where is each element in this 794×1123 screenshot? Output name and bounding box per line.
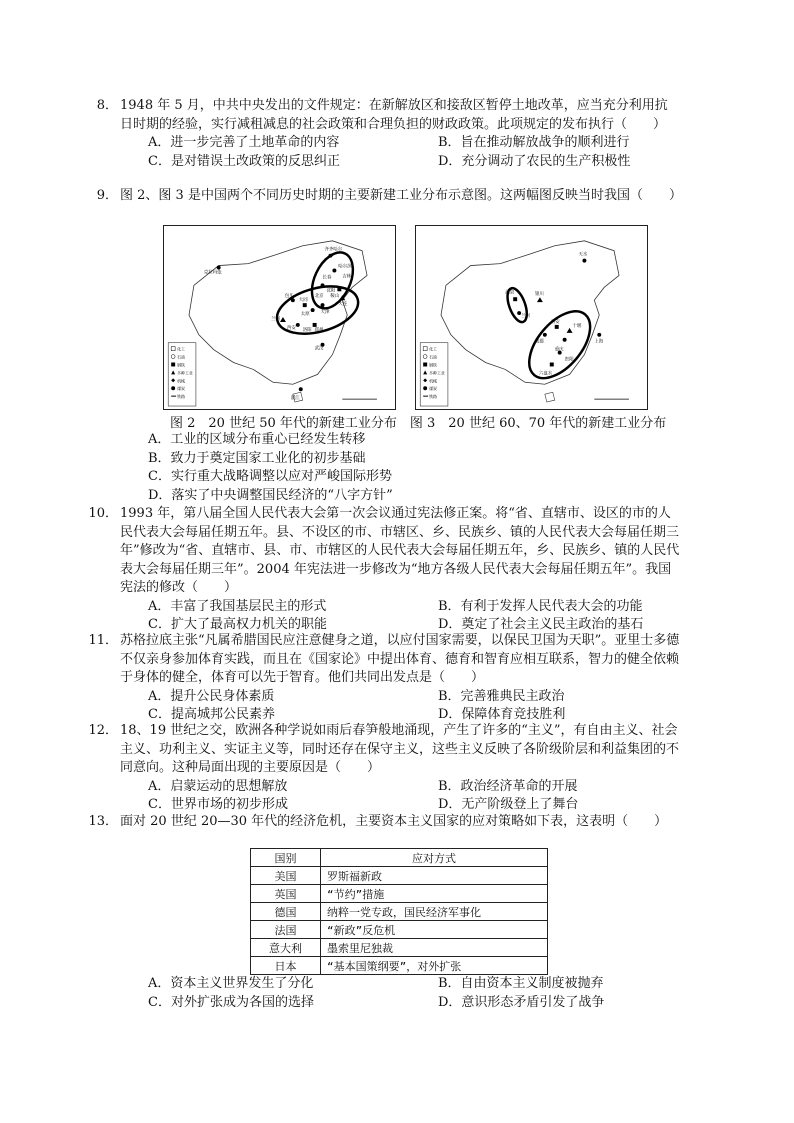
map2-label: 兰州	[521, 314, 530, 320]
question-number: 11．	[88, 633, 118, 648]
option-d[interactable]: D．奠定了社会主义民主政治的基石	[438, 617, 644, 632]
table-cell: 法国	[251, 921, 321, 939]
map2-label: 西安	[550, 319, 560, 325]
legend-item: 石油	[429, 354, 437, 360]
question-stem: 面对 20 世纪 20—30 年代的经济危机，主要资本主义国家的应对策略如下表，这表明（ ）	[120, 814, 668, 829]
legend-item: 多种工业	[177, 370, 193, 376]
map1-label: 西安	[286, 325, 296, 331]
table-row	[251, 885, 548, 903]
map2-label: 十堰	[572, 323, 582, 329]
question-stem: 1993 年，第八届全国人民代表大会第一次会议通过宪法修正案。将“省、直辖市、设区的市的人民代表大会每届任期五年。县、不设区的市、市辖区、乡、民族乡、镇的人民代表大会每届任期三年”修改为“省、直辖市、县、市、市辖区的人民代表大会每届任期五年，乡、民族乡、镇的人民代表大会每届任期三年”。2004 年宪法进一步修改为“地方各级人民代表大会每届任期五年”。我国宪法的修改（ ）	[120, 506, 680, 595]
map-1960s-1970s	[415, 225, 648, 410]
question-stem: 18、19 世纪之交，欧洲各种学说如雨后春笋般地涌现，产生了许多的“主义”，有自由主义、社会主义、功利主义、实证主义等，同时还存在保守主义，这些主义反映了各阶级阶层和利益集团的不同意向。这种局面出现的主要原因是（ ）	[120, 723, 680, 775]
map1-label: 郑州	[314, 327, 324, 333]
map2-label: 银川	[534, 292, 544, 298]
map1-label: 武汉	[314, 346, 324, 352]
option-d[interactable]: D．落实了中央调整国民经济的“八字方针”	[148, 487, 393, 503]
table-cell: 德国	[251, 903, 321, 921]
table-cell: 日本	[251, 957, 321, 975]
map2-label: 贵阳	[564, 357, 574, 363]
table-cell: 美国	[251, 867, 321, 885]
table-header-cell: 国别	[251, 849, 321, 867]
option-b[interactable]: B．旨在推动解放战争的顺利进行	[438, 135, 630, 150]
option-a[interactable]: A．提升公民身体素质	[148, 688, 275, 704]
option-c[interactable]: C．实行重大战略调整以应对严峻国际形势	[148, 469, 392, 484]
question-8	[96, 97, 680, 171]
option-d[interactable]: D．无产阶级登上了舞台	[438, 797, 579, 812]
table-cell: 英国	[251, 885, 321, 903]
map1-label: 北京	[314, 294, 324, 300]
option-b[interactable]: B．完善雅典民主政治	[438, 688, 565, 704]
legend-item: 化工	[429, 346, 437, 352]
legend-item: 机械	[429, 378, 437, 384]
table-cell: “节约”措施	[321, 885, 548, 903]
table-row	[251, 903, 548, 921]
question-stem: 苏格拉底主张“凡属希腊国民应注意健身之道，以应付国家需要，以保民卫国为天职”。亚里士多德不仅亲身参加体育实践，而且在《国家论》中提出体育、德育和智育应相互联系，智力的健全依赖于身体的健全，体育可以先于智育。他们共同出发点是（ ）	[120, 633, 680, 685]
table-cell: “基本国策纲要”，对外扩张	[321, 957, 548, 975]
option-d[interactable]: D．意识形态矛盾引发了战争	[438, 994, 605, 1010]
legend-item: 石油	[177, 354, 185, 360]
table-row	[251, 957, 548, 975]
option-c[interactable]: C．对外扩张成为各国的选择	[148, 994, 314, 1010]
table-header-cell: 应对方式	[321, 849, 548, 867]
industry-maps-figure	[163, 225, 648, 410]
table-row	[251, 939, 548, 957]
map2-label: 重庆	[554, 347, 564, 353]
question-12	[88, 722, 680, 815]
table-header-row	[251, 849, 548, 867]
option-a[interactable]: A．丰富了我国基层民主的形式	[148, 598, 327, 614]
map1-label: 沈阳	[326, 288, 336, 294]
option-b[interactable]: B．有利于发挥人民代表大会的功能	[438, 598, 643, 614]
option-a[interactable]: A．资本主义世界发生了分化	[148, 976, 314, 991]
table-cell: 意大利	[251, 939, 321, 957]
map1-label: 齐齐哈尔	[324, 247, 343, 253]
map2-label: 成都	[534, 339, 544, 345]
option-b[interactable]: B．政治经济革命的开展	[438, 778, 578, 794]
option-c[interactable]: C．提高城邦公民素养	[148, 707, 275, 722]
table-row	[251, 921, 548, 939]
map2-label: 酒泉	[505, 290, 515, 296]
option-b[interactable]: B．自由资本主义制度被抛弃	[438, 976, 604, 991]
map1-label: 太原	[300, 312, 310, 318]
option-d[interactable]: D．充分调动了农民的生产积极性	[438, 153, 631, 169]
table-cell: 纳粹一党专政，国民经济军事化	[321, 903, 548, 921]
question-number: 8．	[96, 98, 118, 113]
option-a[interactable]: A．工业的区域分布重心已经发生转移	[148, 432, 366, 447]
map1-label: 包头	[284, 294, 294, 300]
question-13	[88, 813, 680, 832]
question-9-options	[120, 431, 680, 505]
option-c[interactable]: C．是对错误土改政策的反思纠正	[148, 153, 340, 169]
table-cell: 墨索里尼独裁	[321, 939, 548, 957]
question-number: 10．	[88, 506, 118, 521]
option-b[interactable]: B．致力于奠定国家工业化的初步基础	[148, 450, 366, 466]
question-number: 12．	[88, 723, 118, 738]
map1-label: 吉林	[342, 274, 352, 280]
legend-item: 铁路	[177, 394, 185, 400]
legend-item: 机械	[177, 378, 185, 384]
figure-caption: 图 2 20 世纪 50 年代的新建工业分布 图 3 20 世纪 60、70 年代的新建工业分布	[170, 416, 667, 431]
question-stem: 图 2、图 3 是中国两个不同历史时期的主要新建工业分布示意图。这两幅图反映当时我国（ ）	[120, 188, 682, 203]
map-1950s	[163, 225, 396, 410]
question-9	[96, 187, 682, 206]
option-d[interactable]: D．保障体育竞技胜利	[438, 707, 566, 722]
policy-table	[250, 848, 548, 975]
table-row	[251, 867, 548, 885]
map1-label: 长春	[322, 275, 332, 281]
option-c[interactable]: C．扩大了最高权力机关的职能	[148, 617, 327, 632]
legend-item: 钢铁	[177, 362, 185, 368]
question-11	[88, 632, 680, 725]
table-cell: “新政”反危机	[321, 921, 548, 939]
table-cell: 罗斯福新政	[321, 867, 548, 885]
question-number: 13．	[88, 814, 118, 829]
option-a[interactable]: A．启蒙运动的思想解放	[148, 778, 288, 794]
map1-label: 大连	[338, 302, 348, 308]
option-a[interactable]: A．进一步完善了土地革命的内容	[148, 135, 340, 150]
legend-item: 钢铁	[429, 362, 437, 368]
question-stem: 1948 年 5 月，中共中央发出的文件规定：在新解放区和接敌区暂停土地改革，应当充分利用抗日时期的经验，实行减租减息的社会政策和合理负担的财政政策。此项规定的发布执行（ ）	[120, 98, 668, 132]
map1-label: 兰州	[271, 316, 280, 322]
question-number: 9．	[96, 188, 118, 203]
map2-label: 六盘水	[538, 371, 553, 377]
map1-label: 大同	[298, 298, 308, 304]
map1-label: 哈尔滨	[338, 264, 352, 270]
legend-item: 煤炭	[177, 386, 185, 392]
map2-label: 天水	[578, 252, 588, 258]
question-13-options	[120, 975, 680, 1012]
map1-label: 鞍山	[330, 294, 340, 300]
question-10	[88, 505, 680, 635]
map1-label: 洛阳	[302, 327, 312, 333]
map1-label: 湛江	[290, 396, 300, 402]
map1-label: 克拉玛依	[203, 270, 222, 276]
map2-label: 上海	[594, 339, 604, 345]
map1-label: 天津	[320, 310, 330, 316]
legend-item: 多种工业	[429, 370, 445, 376]
option-c[interactable]: C．世界市场的初步形成	[148, 797, 288, 812]
legend-item: 铁路	[429, 394, 437, 400]
legend-item: 煤炭	[429, 386, 437, 392]
legend-item: 化工	[177, 346, 185, 352]
